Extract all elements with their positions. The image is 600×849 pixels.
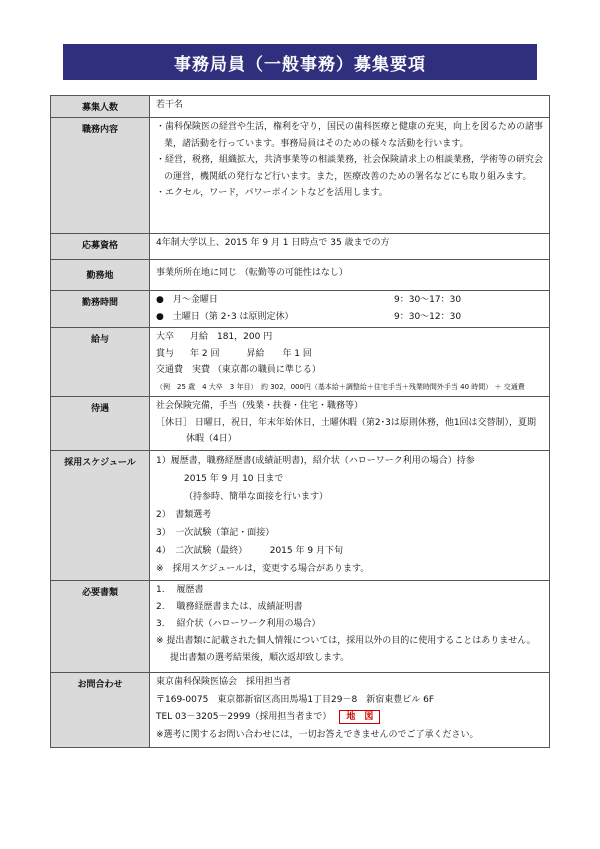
- row-value: [150, 291, 550, 328]
- row-value: 事業所所在地に同じ （転勤等の可能性はなし）: [150, 260, 550, 291]
- table-row: [51, 328, 550, 397]
- schedule-line: 3） 一次試験（筆記・面接）: [156, 528, 275, 538]
- documents-note: ※ 提出書類に記載された個人情報については，採用以外の目的に使用することはありません。提出書類の選考結果後，順次返却致します。: [156, 636, 536, 663]
- duty-item: ・経営，税務，組織拡大，共済事業等の相談業務，社会保険請求上の相談業務，学術等の研究会の運営，機関紙の発行など行います。また，医療改善のための署名などにも取り組みます。: [156, 155, 544, 182]
- page-title: 事務局員（一般事務）募集要項: [63, 44, 537, 80]
- map-button[interactable]: 地 図: [339, 710, 380, 724]
- salary-line: 大卒 月給 181，200 円: [156, 332, 273, 342]
- row-value: [150, 451, 550, 581]
- schedule-line: 2015 年 9 月 10 日まで: [184, 474, 284, 484]
- table-row: [51, 260, 550, 291]
- table-row: [51, 234, 550, 260]
- row-label: 勤務時間: [51, 291, 150, 328]
- schedule-line: （持参時、簡単な面接を行います）: [184, 492, 329, 502]
- salary-example: （例 25 歳 4 大卒 3 年目） 約 302，000円（基本給＋調整給＋住宅手当＋残業時間外手当 40 時間） ＋ 交通費: [156, 382, 525, 391]
- row-value: [150, 397, 550, 451]
- row-value: [150, 328, 550, 397]
- row-label: 勤務地: [51, 260, 150, 291]
- document-item: 2. 職務経歴書または、成績証明書: [156, 602, 303, 612]
- table-row: [51, 96, 550, 118]
- table-row: [51, 673, 550, 748]
- benefits-line: 社会保険完備，手当（残業・扶養・住宅・職務等）: [156, 401, 364, 411]
- table-row: [51, 451, 550, 581]
- duty-item: ・エクセル，ワード，パワーポイントなどを活用します。: [156, 188, 388, 198]
- contact-address: 〒169-0075 東京都新宿区高田馬場1丁目29－8 新宿東豊ビル 6F: [156, 694, 434, 705]
- row-label: 待遇: [51, 397, 150, 451]
- row-value: [150, 118, 550, 234]
- row-label: 必要書類: [51, 581, 150, 673]
- hours-row: ● 土曜日（第 2･3 は原則定休） 9：30～12：30: [156, 311, 462, 322]
- schedule-line: 1）履歴書，職務経歴書(成績証明書)，紹介状（ハローワーク利用の場合）持参: [156, 456, 475, 466]
- row-label: 募集人数: [51, 96, 150, 118]
- contact-org: 東京歯科保険医協会 採用担当者: [156, 677, 292, 687]
- contact-note: ※選考に関するお問い合わせには，一切お答えできませんのでご了承ください。: [156, 729, 479, 740]
- row-label: お問合わせ: [51, 673, 150, 748]
- row-label: 応募資格: [51, 234, 150, 260]
- document-item: 3. 紹介状（ハローワーク利用の場合）: [156, 619, 321, 629]
- schedule-line: ※ 採用スケジュールは，変更する場合があります。: [156, 564, 370, 574]
- requirements-table: [50, 95, 550, 748]
- table-row: [51, 291, 550, 328]
- contact-tel: TEL 03－3205－2999（採用担当者まで）: [156, 712, 332, 722]
- row-value: 若干名: [150, 96, 550, 118]
- contact-tel-row: [156, 709, 543, 727]
- table-row: [51, 118, 550, 234]
- salary-transport: 交通費 実費 （東京都の職員に準じる）: [156, 365, 321, 375]
- table-row: [51, 397, 550, 451]
- row-label: 給与: [51, 328, 150, 397]
- row-label: 職務内容: [51, 118, 150, 234]
- row-value: 4年制大学以上、2015 年 9 月 1 日時点で 35 歳までの方: [150, 234, 550, 260]
- row-value: [150, 673, 550, 748]
- schedule-line: 2） 書類選考: [156, 510, 212, 520]
- document-item: 1. 履歴書: [156, 585, 204, 595]
- duty-item: ・歯科保険医の経営や生活，権利を守り，国民の歯科医療と健康の充実，向上を図るための諸事業，諸活動を行っています。事務局員はそのための様々な活動を行います。: [156, 122, 544, 149]
- schedule-line: 4） 二次試験（最終） 2015 年 9 月下旬: [156, 546, 343, 556]
- salary-line: 賞与 年 2 回 昇給 年 1 回: [156, 348, 312, 359]
- table-row: [51, 581, 550, 673]
- hours-row: ● 月～金曜日 9：30～17：30: [156, 295, 462, 305]
- row-label: 採用スケジュール: [51, 451, 150, 581]
- holidays-line: ［休日］ 日曜日，祝日，年末年始休日，土曜休暇（第2･3は原則休務，他1回は交替制），夏期休暇（4日）: [156, 417, 537, 444]
- row-value: [150, 581, 550, 673]
